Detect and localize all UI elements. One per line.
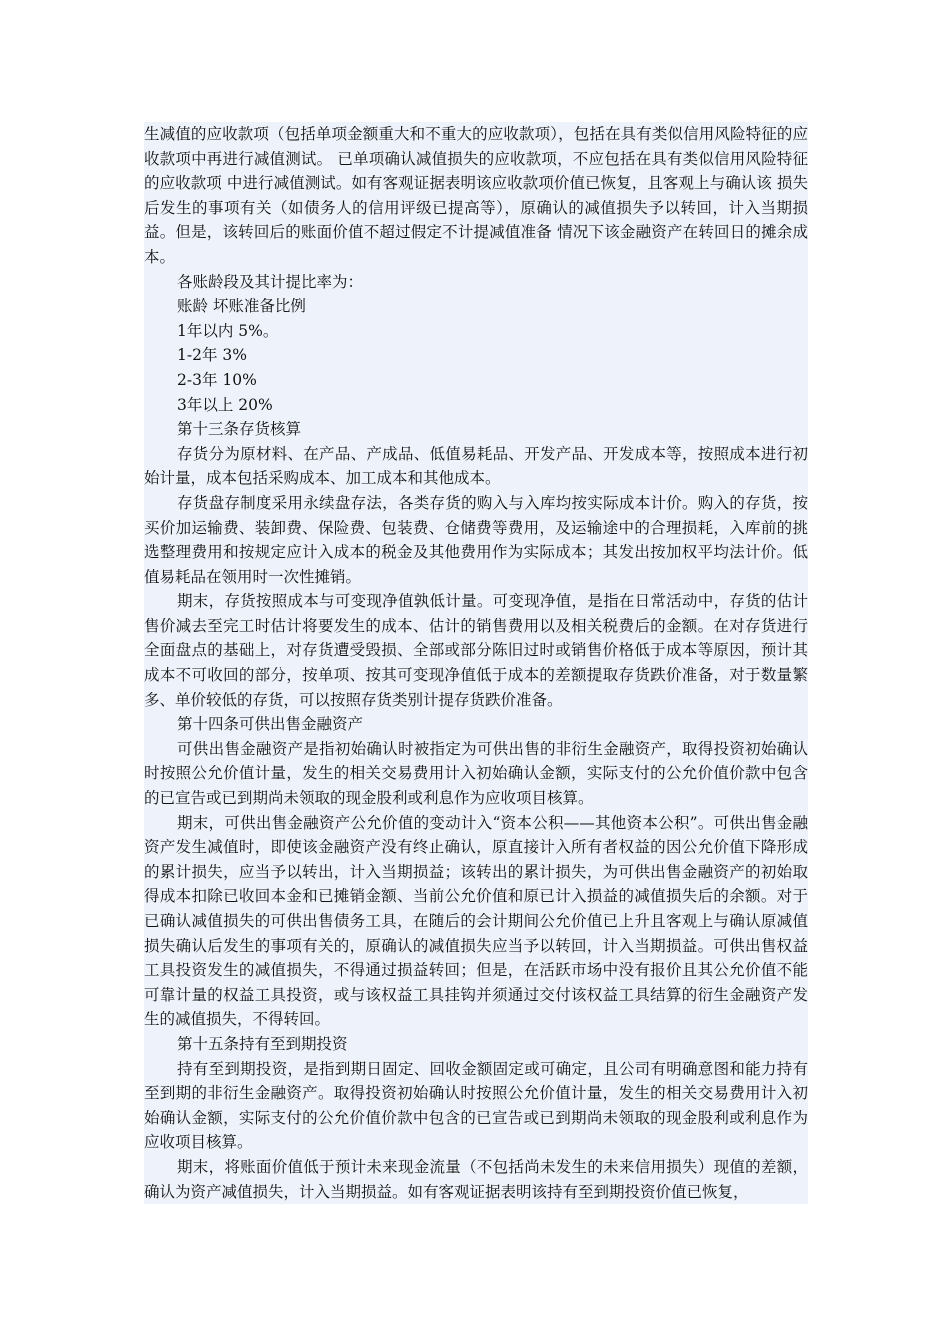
aging-row: 3年以上 20% [177, 395, 273, 414]
section-heading: 第十三条存货核算 [177, 420, 302, 439]
paragraph: 期末，存货按照成本与可变现净值孰低计量。可变现净值，是指在日常活动中，存货的估计售价减去至完工时估计将要发生的成本、估计的销售费用以及相关税费后的金额。在对存货进行全面盘点的基础上，对存货遭受毁损、全部或部分陈旧过时或销售价格低于成本等原因，预计其成本不可收回的部分，按单项、按其可变现净值低于成本的差额提取存货跌价准备，对于数量繁多、单价较低的存货，可以按照存货类别计提存货跌价准备。 [144, 592, 808, 709]
paragraph: 存货盘存制度采用永续盘存法，各类存货的购入与入库均按实际成本计价。购入的存货，按买价加运输费、装卸费、保险费、包装费、仓储费等费用，及运输途中的合理损耗，入库前的挑选整理费用和按规定应计入成本的税金及其他费用作为实际成本；其发出按加权平均法计价。低值易耗品在领用时一次性摊销。 [144, 493, 808, 586]
paragraph: 存货分为原材料、在产品、产成品、低值易耗品、开发产品、开发成本等，按照成本进行初始计量，成本包括采购成本、加工成本和其他成本。 [144, 444, 808, 488]
paragraph: 可供出售金融资产是指初始确认时被指定为可供出售的非衍生金融资产，取得投资初始确认时按照公允价值计量，发生的相关交易费用计入初始确认金额，实际支付的公允价值价款中包含的已宣告或已到期尚未领取的现金股利或利息作为应收项目核算。 [144, 739, 808, 808]
section-heading: 第十五条持有至到期投资 [177, 1034, 348, 1053]
paragraph: 生减值的应收款项（包括单项金额重大和不重大的应收款项），包括在具有类似信用风险特征的应收款项中再进行减值测试。 已单项确认减值损失的应收款项，不应包括在具有类似信用风险特征的应收款项 中进行减值测试。如有客观证据表明该应收款项价值已恢复，且客观上与确认该 损失后发生的事项有关（如债务人的信用评级已提高等），原确认的减值损失予以转回，计入当期损益。但是，该转回后的账面价值不超过假定不计提减值准备 情况下该金融资产在转回日的摊余成本。 [144, 125, 808, 266]
document-body [144, 122, 808, 1204]
paragraph: 持有至到期投资，是指到期日固定、回收金额固定或可确定，且公司有明确意图和能力持有至到期的非衍生金融资产。取得投资初始确认时按照公允价值计量，发生的相关交易费用计入初始确认金额，实际支付的公允价值价款中包含的已宣告或已到期尚未领取的现金股利或利息作为应收项目核算。 [144, 1059, 808, 1152]
aging-row: 1-2年 3% [177, 346, 247, 365]
paragraph: 期末，可供出售金融资产公允价值的变动计入“资本公积——其他资本公积”。可供出售金融资产发生减值时，即使该金融资产没有终止确认，原直接计入所有者权益的因公允价值下降形成的累计损失，应当予以转出，计入当期损益；该转出的累计损失，为可供出售金融资产的初始取得成本扣除已收回本金和已摊销金额、当前公允价值和原已计入损益的减值损失后的余额。对于已确认减值损失的可供出售债务工具，在随后的会计期间公允价值已上升且客观上与确认原减值损失确认后发生的事项有关的，原确认的减值损失应当予以转回，计入当期损益。可供出售权益工具投资发生的减值损失，不得通过损益转回；但是，在活跃市场中没有报价且其公允价值不能可靠计量的权益工具投资，或与该权益工具挂钩并须通过交付该权益工具结算的衍生金融资产发生的减值损失，不得转回。 [144, 813, 808, 1029]
section-heading: 第十四条可供出售金融资产 [177, 715, 364, 734]
aging-row: 2-3年 10% [177, 370, 257, 389]
aging-table-header: 账龄 坏账准备比例 [177, 297, 306, 316]
aging-row: 1年以内 5%。 [177, 321, 279, 340]
paragraph: 各账龄段及其计提比率为： [177, 272, 364, 291]
paragraph: 期末，将账面价值低于预计未来现金流量（不包括尚未发生的未来信用损失）现值的差额，确认为资产减值损失，计入当期损益。如有客观证据表明该持有至到期投资价值已恢复， [144, 1157, 808, 1201]
